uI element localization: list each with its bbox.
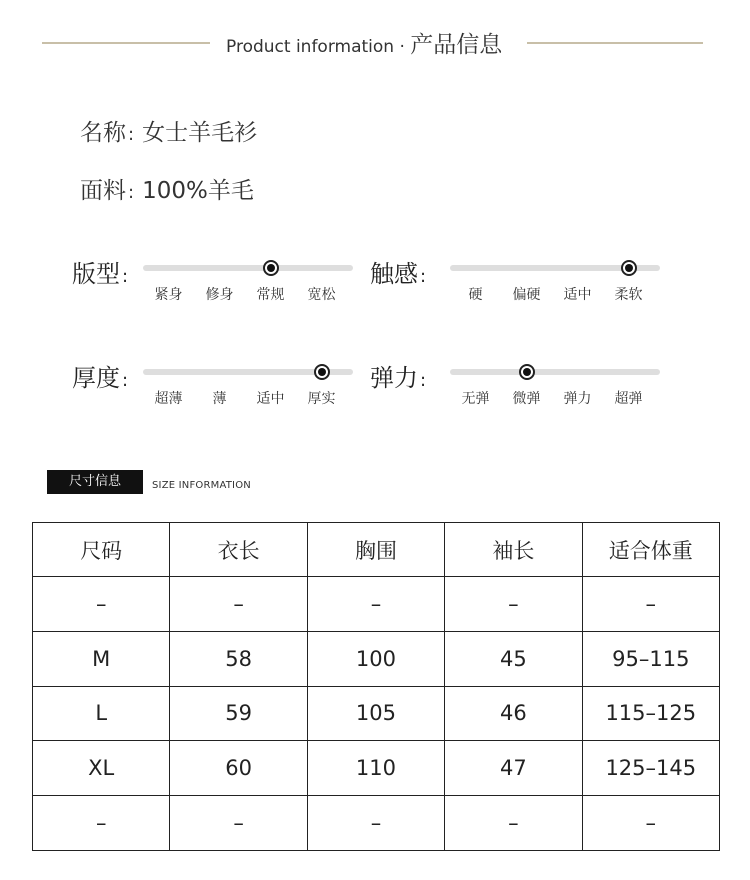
attr-option: 硬 [468,287,483,303]
attr-selected-indicator [621,260,637,276]
info-colon: : [128,182,135,203]
header-cell-size: 尺码 [33,523,170,577]
table-row [33,631,720,686]
size-info-tag: 尺寸信息 [47,470,143,494]
attr-option: 超弹 [614,391,643,407]
table-cell: M [33,631,170,686]
attr-option: 薄 [212,391,227,407]
header-title-cn: 产品信息 [410,32,503,58]
attr-label-text: 弹力 [370,364,418,392]
table-cell: 95–115 [582,631,719,686]
size-table [32,522,720,851]
attr-option: 适中 [256,391,285,407]
header-cell-sleeve: 袖长 [445,523,582,577]
attr-selected-indicator [263,260,279,276]
table-cell: – [582,796,719,851]
header-divider-left [42,42,210,44]
table-cell: – [33,577,170,632]
table-cell: – [582,577,719,632]
table-cell: – [33,796,170,851]
table-cell: 115–125 [582,686,719,741]
table-cell: 110 [307,741,444,796]
table-cell: – [445,577,582,632]
attr-option: 修身 [205,287,234,303]
attr-track [143,265,353,271]
attr-option: 弹力 [563,391,592,407]
header-divider-right [527,42,703,44]
attr-option: 柔软 [614,287,643,303]
table-row [33,741,720,796]
attr-option: 无弹 [461,391,490,407]
table-cell: 46 [445,686,582,741]
table-cell: – [170,577,307,632]
attr-track [450,369,660,375]
table-cell: 125–145 [582,741,719,796]
table-cell: 100 [307,631,444,686]
info-value: 女士羊毛衫 [142,120,258,146]
table-cell: 47 [445,741,582,796]
table-cell: – [307,796,444,851]
attr-selected-indicator [519,364,535,380]
attr-option: 宽松 [307,287,336,303]
attr-label [72,254,128,289]
attr-fit [72,254,362,314]
attr-selected-indicator [314,364,330,380]
table-cell: – [307,577,444,632]
info-value: 100%羊毛 [142,178,254,204]
table-row [33,796,720,851]
table-cell: L [33,686,170,741]
info-name-row [80,114,257,147]
attr-option: 偏硬 [512,287,541,303]
attr-label-text: 版型 [72,260,120,288]
table-cell: – [170,796,307,851]
header-title-en: Product information [226,37,395,57]
attr-colon: : [122,266,129,287]
attr-label [72,358,128,393]
attr-label [370,254,426,289]
section-header [0,28,750,64]
header-cell-length: 衣长 [170,523,307,577]
attr-colon: : [420,370,427,391]
info-label: 名称 [80,120,126,146]
attr-elasticity [370,358,670,418]
attr-colon: : [420,266,427,287]
info-colon: : [128,124,135,145]
attr-option: 适中 [563,287,592,303]
attr-option: 紧身 [154,287,183,303]
attr-colon: : [122,370,129,391]
attr-option: 厚实 [307,391,336,407]
table-cell: 58 [170,631,307,686]
table-row [33,686,720,741]
table-cell: 59 [170,686,307,741]
table-cell: – [445,796,582,851]
attr-touch [370,254,670,314]
table-cell: 105 [307,686,444,741]
table-cell: 60 [170,741,307,796]
header-cell-weight: 适合体重 [582,523,719,577]
info-label: 面料 [80,178,126,204]
header-separator: · [399,37,405,57]
table-cell: XL [33,741,170,796]
attr-label [370,358,426,393]
size-info-subtitle: SIZE INFORMATION [152,480,251,491]
attr-option: 常规 [256,287,285,303]
info-fabric-row [80,172,254,205]
attr-label-text: 厚度 [72,364,120,392]
attr-label-text: 触感 [370,260,418,288]
attr-thickness [72,358,362,418]
header-title [226,28,520,62]
attr-option: 超薄 [154,391,183,407]
table-cell: 45 [445,631,582,686]
attr-option: 微弹 [512,391,541,407]
table-row [33,577,720,632]
size-table-header [33,523,720,577]
header-cell-chest: 胸围 [307,523,444,577]
